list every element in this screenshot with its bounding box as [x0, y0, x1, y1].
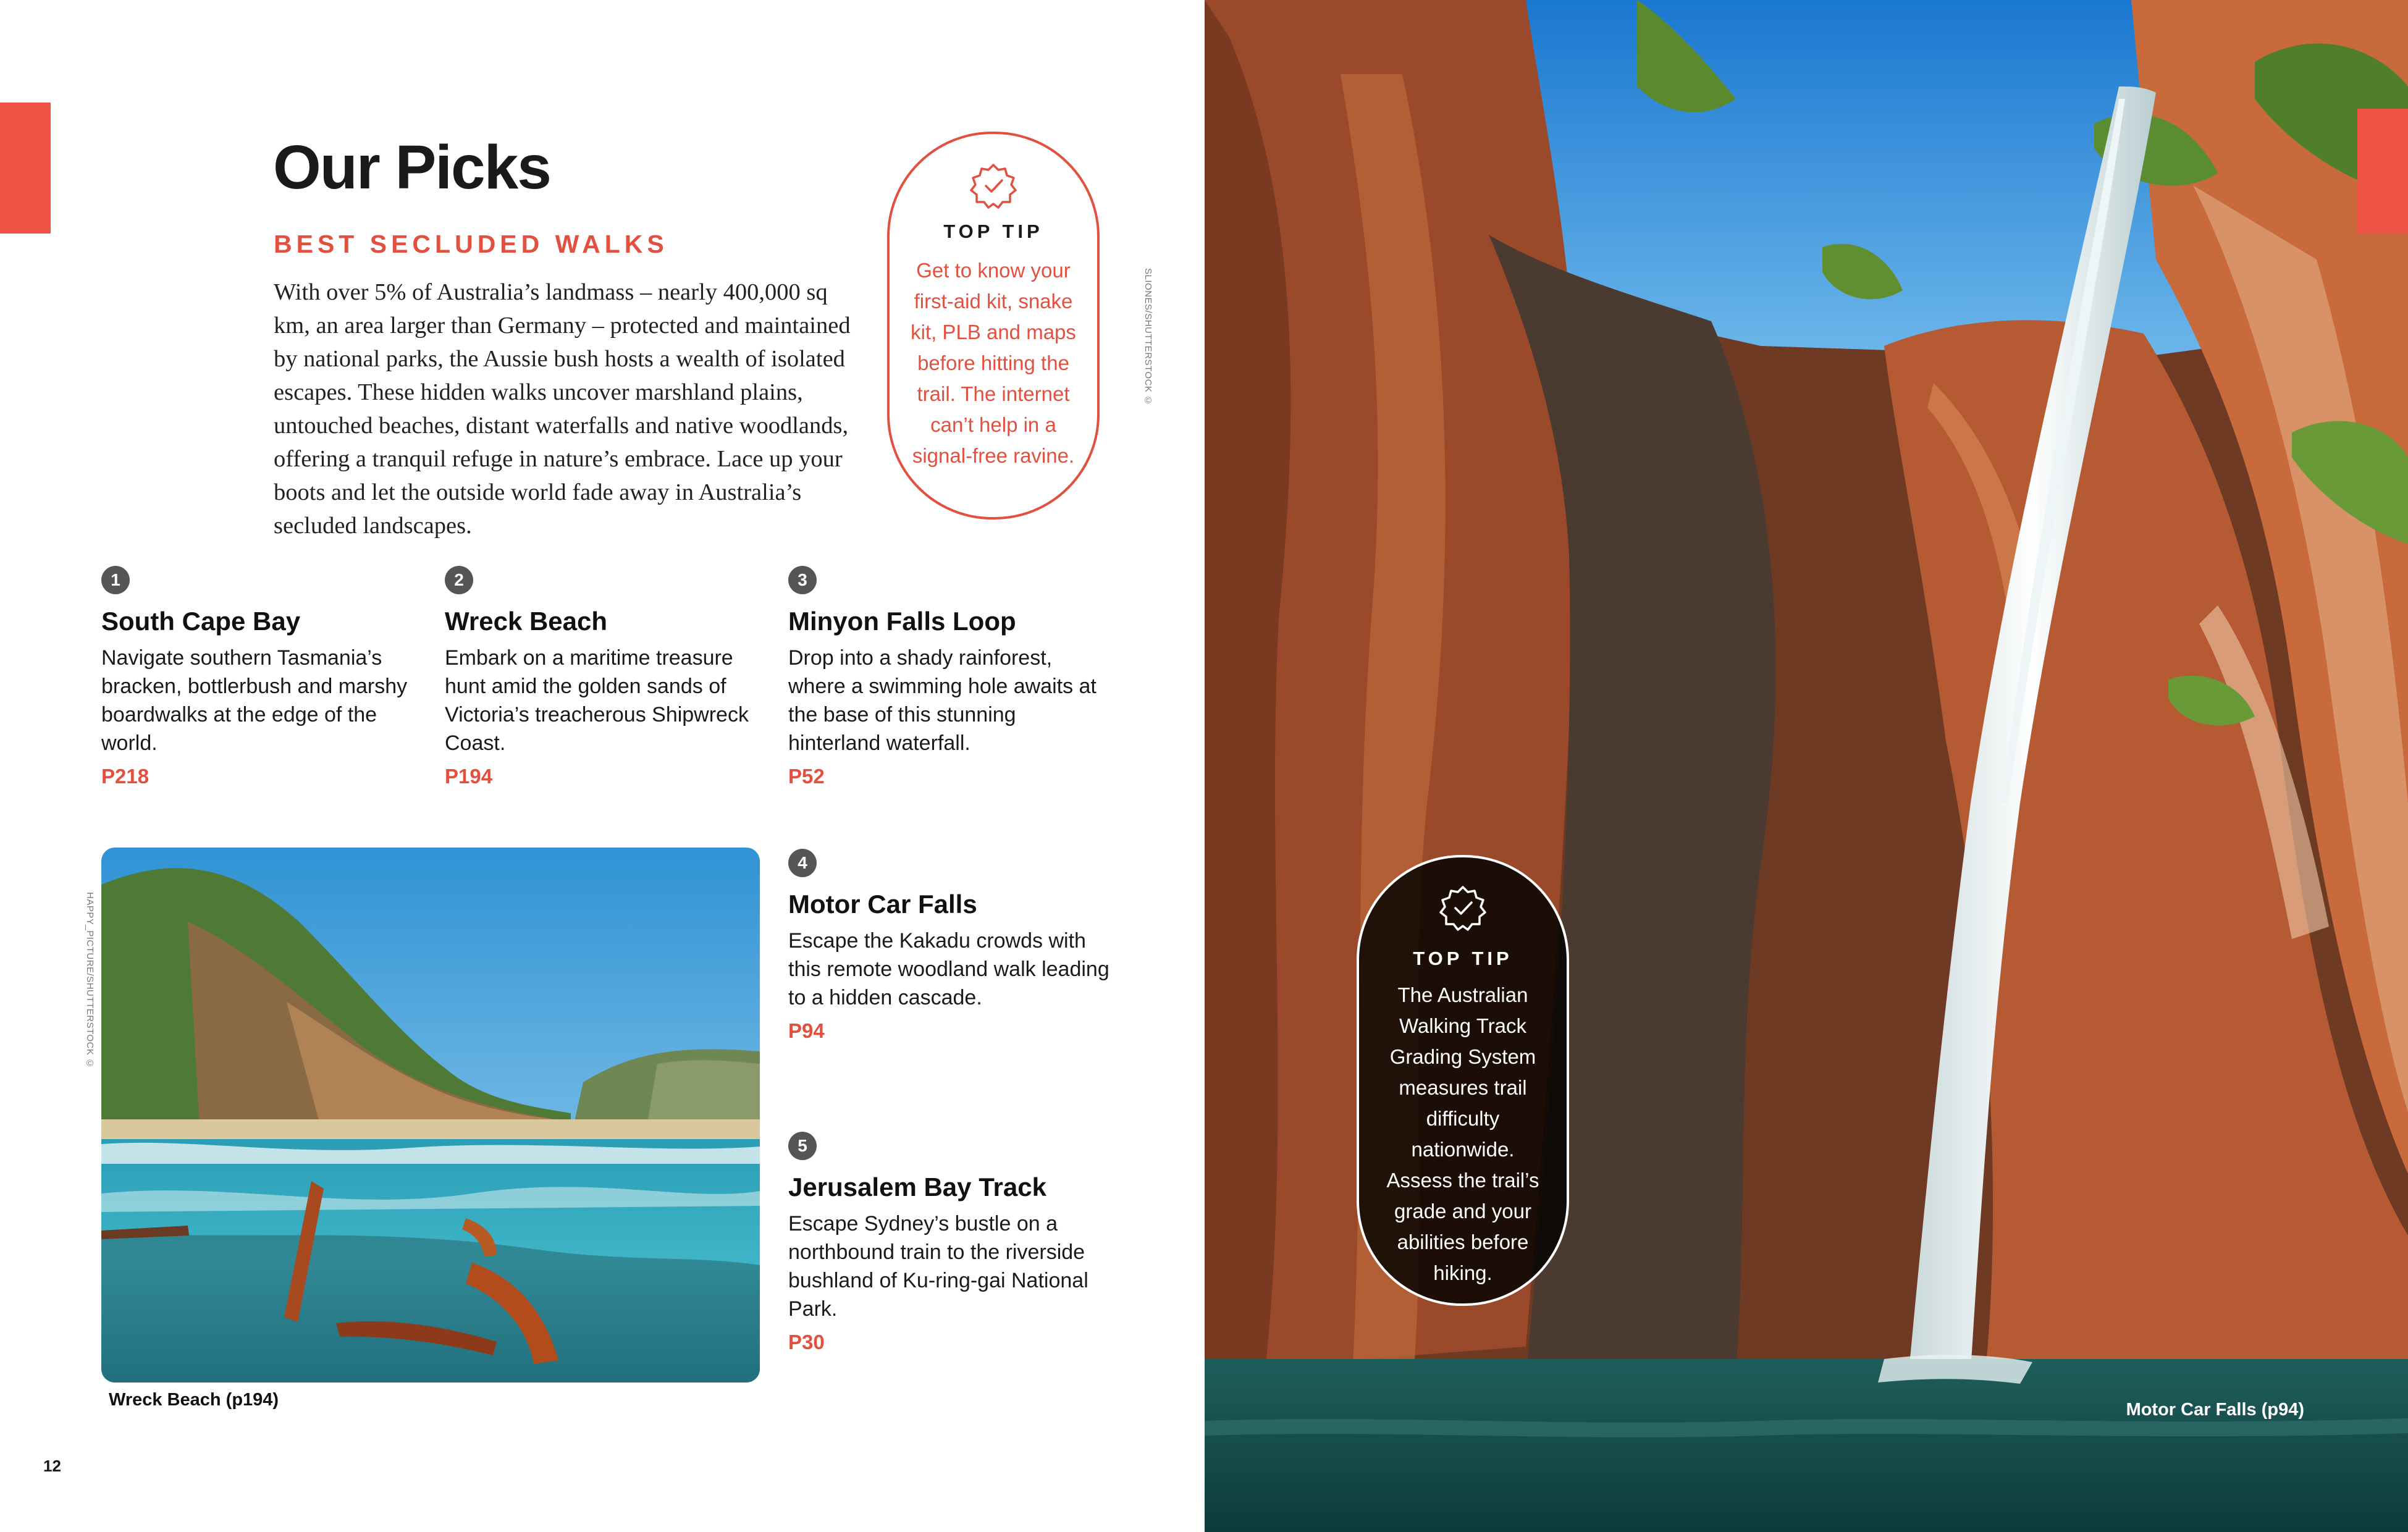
wreck-beach-photo	[101, 848, 760, 1383]
pick-item	[788, 566, 1109, 788]
pick-name: Wreck Beach	[445, 607, 608, 636]
pick-description: Escape Sydney’s bustle on a northbound train to the riverside bushland of Ku-ring-gai National Park.	[788, 1212, 1088, 1321]
pick-page-ref[interactable]: P194	[445, 765, 493, 788]
right-page	[1205, 0, 2408, 1532]
photo-caption: Motor Car Falls (p94)	[2126, 1400, 2304, 1420]
section-edge-tab	[2357, 109, 2408, 234]
pick-description: Navigate southern Tasmania’s bracken, bottlerbush and marshy boardwalks at the edge of the world.	[101, 646, 408, 755]
pick-page-ref[interactable]: P52	[788, 765, 825, 788]
pick-page-ref[interactable]: P94	[788, 1019, 825, 1042]
pick-description: Escape the Kakadu crowds with this remote woodland walk leading to a hidden cascade.	[788, 929, 1109, 1009]
top-tip-label: TOP TIP	[943, 221, 1043, 242]
top-tip-box	[1357, 855, 1569, 1306]
pick-item	[445, 566, 766, 788]
pick-item	[101, 566, 423, 788]
pick-name: Jerusalem Bay Track	[788, 1172, 1046, 1202]
section-edge-tab	[0, 103, 51, 234]
motor-car-falls-photo	[1205, 0, 2408, 1532]
pick-number-badge: 3	[788, 566, 817, 594]
top-tip-text: The Australian Walking Track Grading System measures trail difficulty nationwide. Assess the trail’s grade and your abilities before hiking.	[1386, 983, 1539, 1284]
top-tip-box	[887, 132, 1100, 520]
badge-check-icon	[1438, 883, 1488, 933]
pick-description: Drop into a shady rainforest, where a swimming hole awaits at the base of this stunning hinterland waterfall.	[788, 646, 1097, 755]
pick-number-badge: 5	[788, 1132, 817, 1160]
intro-paragraph: With over 5% of Australia’s landmass – nearly 400,000 sq km, an area larger than Germany – protected and maintained by national parks, the Aussie bush hosts a wealth of isolated escapes. These hidden walks uncover marshland plains, untouched beaches, distant waterfalls and native woodlands, offering a tranquil refuge in nature’s embrace. Lace up your boots and let the outside world fade away in Australia’s secluded landscapes.	[274, 279, 851, 539]
pick-description: Embark on a maritime treasure hunt amid the golden sands of Victoria’s treacherous Shipwreck Coast.	[445, 646, 749, 755]
page-title: Our Picks	[273, 133, 550, 202]
photo-caption: Wreck Beach (p194)	[109, 1390, 279, 1410]
pick-number-badge: 4	[788, 849, 817, 877]
pick-name: South Cape Bay	[101, 607, 301, 636]
photo-credit: SLIONES/SHUTTERSTOCK ©	[1143, 268, 1153, 406]
pick-number-badge: 1	[101, 566, 130, 594]
photo-credit: HAPPY_PICTURE/SHUTTERSTOCK ©	[85, 892, 95, 1069]
pick-page-ref[interactable]: P218	[101, 765, 149, 788]
section-subtitle: BEST SECLUDED WALKS	[274, 230, 668, 258]
pick-number-badge: 2	[445, 566, 473, 594]
pick-name: Motor Car Falls	[788, 890, 977, 919]
top-tip-text: Get to know your first-aid kit, snake kit, PLB and maps before hitting the trail. The internet can’t help in a signal-free ravine.	[911, 259, 1076, 467]
pick-item	[788, 1132, 1109, 1354]
pick-name: Minyon Falls Loop	[788, 607, 1016, 636]
top-tip-label: TOP TIP	[1413, 948, 1513, 969]
badge-check-icon	[969, 161, 1018, 211]
pick-page-ref[interactable]: P30	[788, 1331, 825, 1353]
pick-item	[788, 849, 1109, 1043]
page-number: 12	[43, 1457, 61, 1475]
